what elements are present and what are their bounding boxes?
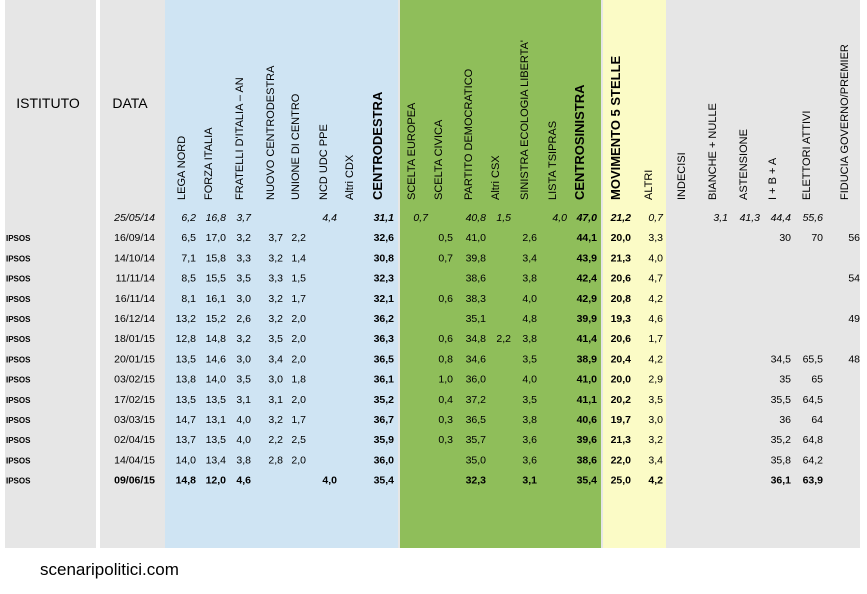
cell-ncd: 3,2 [268,292,283,305]
cell-ibpa: 35,8 [770,454,791,467]
cell-altri: 3,3 [648,232,663,245]
cell-altri: 3,4 [648,454,663,467]
cell-tsipras: 4,0 [552,212,567,224]
cell-centrodestra: 32,6 [373,232,394,245]
cell-lega-nord: 8,1 [181,292,196,305]
cell-lega-nord: 14,7 [175,414,196,426]
cell-istituto: IPSOS [6,234,31,244]
cell-ncd: 3,2 [268,252,283,265]
cell-centrodestra: 36,7 [373,414,394,426]
cell-altri: 1,7 [648,333,663,346]
cell-centrosinistra: 38,9 [576,353,597,366]
cell-centrodestra: 35,4 [373,474,394,487]
cell-sel: 3,6 [522,454,537,467]
header-fiducia: FIDUCIA GOVERNO/PREMIER [839,44,851,200]
cell-centrodestra: 36,3 [373,333,394,346]
cell-ibpa: 35 [779,373,791,386]
cell-pd: 36,5 [465,414,486,426]
cell-m5s: 19,3 [610,313,631,325]
cell-udc: 1,7 [291,292,306,305]
cell-altri: 2,9 [648,373,663,386]
cell-ibpa: 34,5 [770,353,791,366]
cell-sel: 3,6 [522,434,537,447]
header-bianche-nulle: BIANCHE + NULLE [707,103,719,200]
cell-m5s: 20,8 [610,292,631,305]
cell-lega-nord: 12,8 [175,333,196,346]
header-pd: PARTITO DEMOCRATICO [463,68,475,200]
cell-altri: 3,0 [648,414,663,426]
cell-ibpa: 36 [779,414,791,426]
cell-pd: 35,0 [465,454,486,467]
header-astensione: ASTENSIONE [738,129,750,200]
cell-centrosinistra: 44,1 [576,232,597,245]
cell-centrosinistra: 41,4 [576,333,597,346]
cell-centrodestra: 32,3 [373,272,394,285]
cell-udc: 2,2 [291,232,306,245]
cell-centrosinistra: 35,4 [576,474,597,487]
cell-centrodestra: 36,5 [373,353,394,366]
cell-ibpa: 36,1 [770,474,791,487]
cell-fdi-an: 4,6 [236,474,251,487]
cell-pd: 39,8 [465,252,486,265]
header-centrodestra: CENTRODESTRA [370,91,385,200]
cell-udc: 2,0 [291,454,306,467]
header-tsipras: LISTA TSIPRAS [547,120,559,200]
cell-centrosinistra: 43,9 [576,252,597,265]
cell-bianche-nulle: 3,1 [713,212,728,224]
cell-sel: 4,0 [522,292,537,305]
header-scelta-civica: SCELTA CIVICA [433,119,445,200]
cell-centrodestra: 36,1 [373,373,394,386]
cell-ncd: 3,0 [268,373,283,386]
header-ncd: NUOVO CENTRODESTRA [265,65,277,200]
cell-centrosinistra: 47,0 [576,212,597,224]
cell-ncd: 3,4 [268,353,283,366]
cell-forza-italia: 16,1 [205,292,226,305]
cell-altri: 3,5 [648,393,663,406]
cell-data: 03/03/15 [114,414,155,426]
cell-data: 20/01/15 [114,353,155,366]
cell-udc: 1,4 [291,252,306,265]
cell-elettori-attivi: 70 [811,232,823,245]
cell-fdi-an: 3,3 [236,252,251,265]
header-centrosinistra: CENTROSINISTRA [572,84,587,200]
cell-elettori-attivi: 64,2 [802,454,823,467]
cell-data: 14/04/15 [114,454,155,467]
cell-fdi-an: 3,5 [236,272,251,285]
cell-elettori-attivi: 65 [811,373,823,386]
cell-fiducia: 49 [848,313,860,325]
cell-m5s: 20,4 [610,353,631,366]
cell-pd: 40,8 [465,212,486,224]
cell-fdi-an: 3,2 [236,333,251,346]
cell-pd: 41,0 [465,232,486,245]
cell-pd: 34,6 [465,353,486,366]
cell-centrosinistra: 38,6 [576,454,597,467]
cell-altri-csx: 1,5 [496,212,511,224]
header-altri: ALTRI [643,169,655,200]
cell-elettori-attivi: 55,6 [802,212,823,224]
cell-lega-nord: 8,5 [181,272,196,285]
header-data: DATA [112,95,148,111]
cell-scelta-civica: 0,6 [438,333,453,346]
cell-scelta-civica: 1,0 [438,373,453,386]
header-elettori-attivi: ELETTORI ATTIVI [801,110,813,200]
cell-m5s: 21,2 [610,212,631,224]
cell-udc: 1,8 [291,373,306,386]
cell-altri: 4,2 [648,353,663,366]
cell-udc: 2,5 [291,434,306,447]
cell-pd: 37,2 [465,393,486,406]
cell-istituto: IPSOS [6,335,31,345]
cell-sel: 3,8 [522,333,537,346]
cell-forza-italia: 13,5 [205,434,226,447]
cell-pd: 38,6 [465,272,486,285]
cell-istituto: IPSOS [6,274,31,284]
cell-forza-italia: 15,8 [205,252,226,265]
header-istituto: ISTITUTO [16,95,80,111]
cell-forza-italia: 14,8 [205,333,226,346]
cell-fdi-an: 3,7 [236,212,251,224]
cell-lega-nord: 13,2 [175,313,196,325]
cell-fdi-an: 3,2 [236,232,251,245]
header-lega-nord: LEGA NORD [176,135,188,200]
cell-ibpa: 35,5 [770,393,791,406]
cell-sel: 4,8 [522,313,537,325]
cell-ncd: 3,2 [268,414,283,426]
cell-pd: 38,3 [465,292,486,305]
cell-forza-italia: 15,5 [205,272,226,285]
cell-udc: 2,0 [291,313,306,325]
cell-lega-nord: 13,7 [175,434,196,447]
cell-m5s: 20,6 [610,333,631,346]
cell-elettori-attivi: 65,5 [802,353,823,366]
cell-pd: 35,1 [465,313,486,325]
cell-centrosinistra: 42,9 [576,292,597,305]
cell-forza-italia: 12,0 [205,474,226,487]
cell-ncd-udc-ppe: 4,4 [322,212,337,224]
cell-altri: 4,7 [648,272,663,285]
cell-fdi-an: 2,6 [236,313,251,325]
cell-centrosinistra: 39,9 [576,313,597,325]
cell-altri: 4,2 [648,474,663,487]
cell-udc: 2,0 [291,333,306,346]
centrosinistra-band [400,0,601,548]
cell-m5s: 22,0 [610,454,631,467]
cell-istituto: IPSOS [6,375,31,385]
cell-data: 16/12/14 [114,313,155,325]
cell-data: 17/02/15 [114,393,155,406]
cell-centrosinistra: 42,4 [576,272,597,285]
cell-scelta-europea: 0,7 [413,212,428,224]
cell-altri: 3,2 [648,434,663,447]
cell-istituto: IPSOS [6,476,31,486]
cell-forza-italia: 13,5 [205,393,226,406]
header-sel: SINISTRA ECOLOGIA LIBERTA' [519,39,531,200]
cell-sel: 3,8 [522,414,537,426]
cell-lega-nord: 13,8 [175,373,196,386]
cell-udc: 2,0 [291,393,306,406]
cell-istituto: IPSOS [6,395,31,405]
cell-scelta-civica: 0,4 [438,393,453,406]
cell-altri: 0,7 [648,212,663,224]
header-ibpa: I + B + A [767,157,779,200]
cell-data: 11/11/14 [115,272,155,285]
cell-m5s: 21,3 [610,434,631,447]
cell-centrodestra: 31,1 [373,212,394,224]
cell-fiducia: 48 [848,353,860,366]
cell-ncd: 3,5 [268,333,283,346]
header-m5s: MOVIMENTO 5 STELLE [608,55,623,200]
cell-altri: 4,0 [648,252,663,265]
header-fdi-an: FRATELLI D'ITALIA – AN [234,77,246,200]
cell-istituto: IPSOS [6,416,31,425]
cell-scelta-civica: 0,3 [438,434,453,447]
cell-fdi-an: 4,0 [236,434,251,447]
cell-data: 09/06/15 [114,474,155,487]
cell-elettori-attivi: 64 [811,414,823,426]
cell-data: 16/09/14 [114,232,155,245]
cell-lega-nord: 7,1 [181,252,196,265]
cell-m5s: 20,0 [610,373,631,386]
cell-forza-italia: 15,2 [205,313,226,325]
cell-fdi-an: 4,0 [236,414,251,426]
cell-sel: 3,8 [522,272,537,285]
cell-centrodestra: 36,2 [373,313,394,325]
cell-fdi-an: 3,5 [236,373,251,386]
cell-istituto: IPSOS [6,436,31,446]
header-altri-csx: Altri CSX [490,155,502,200]
cell-centrosinistra: 41,0 [576,373,597,386]
cell-ncd: 3,7 [268,232,283,245]
cell-sel: 4,0 [522,373,537,386]
cell-lega-nord: 14,8 [175,474,196,487]
cell-m5s: 20,6 [610,272,631,285]
cell-ncd: 3,3 [268,272,283,285]
cell-m5s: 20,2 [610,393,631,406]
cell-elettori-attivi: 63,9 [802,474,823,487]
cell-istituto: IPSOS [6,254,31,264]
cell-scelta-civica: 0,3 [438,414,453,426]
cell-lega-nord: 13,5 [175,393,196,406]
cell-pd: 34,8 [465,333,486,346]
cell-udc: 1,7 [291,414,306,426]
cell-forza-italia: 13,4 [205,454,226,467]
header-indecisi: INDECISI [676,152,688,200]
cell-pd: 32,3 [465,474,486,487]
header-altri-cdx: Altri CDX [344,154,356,200]
cell-lega-nord: 6,2 [181,212,196,224]
cell-m5s: 19,7 [610,414,631,426]
cell-m5s: 25,0 [610,474,631,487]
cell-data: 25/05/14 [114,212,155,224]
cell-ncd: 2,2 [268,434,283,447]
cell-ibpa: 30 [779,232,791,245]
cell-data: 02/04/15 [114,434,155,447]
header-forza-italia: FORZA ITALIA [203,127,215,200]
cell-ncd: 3,2 [268,313,283,325]
cell-fiducia: 56 [848,232,860,245]
cell-scelta-civica: 0,6 [438,292,453,305]
cell-fdi-an: 3,8 [236,454,251,467]
cell-pd: 36,0 [465,373,486,386]
cell-fdi-an: 3,0 [236,353,251,366]
cell-udc: 2,0 [291,353,306,366]
cell-lega-nord: 14,0 [175,454,196,467]
cell-lega-nord: 13,5 [175,353,196,366]
cell-elettori-attivi: 64,5 [802,393,823,406]
cell-centrosinistra: 39,6 [576,434,597,447]
cell-forza-italia: 14,6 [205,353,226,366]
cell-sel: 3,4 [522,252,537,265]
cell-centrodestra: 32,1 [373,292,394,305]
cell-scelta-civica: 0,5 [438,232,453,245]
cell-fiducia: 54 [848,272,860,285]
cell-ncd: 2,8 [268,454,283,467]
cell-centrosinistra: 40,6 [576,414,597,426]
cell-altri: 4,6 [648,313,663,325]
cell-astensione: 41,3 [739,212,760,224]
header-udc: UNIONE DI CENTRO [290,93,302,200]
cell-lega-nord: 6,5 [181,232,196,245]
cell-forza-italia: 14,0 [205,373,226,386]
cell-pd: 35,7 [465,434,486,447]
cell-istituto: IPSOS [6,456,31,466]
cell-centrodestra: 30,8 [373,252,394,265]
cell-forza-italia: 17,0 [205,232,226,245]
cell-istituto: IPSOS [6,294,31,304]
cell-data: 03/02/15 [114,373,155,386]
cell-data: 16/11/14 [114,292,155,305]
cell-udc: 1,5 [291,272,306,285]
cell-istituto: IPSOS [6,315,31,324]
cell-data: 18/01/15 [114,333,155,346]
cell-m5s: 21,3 [610,252,631,265]
cell-sel: 2,6 [522,232,537,245]
cell-centrosinistra: 41,1 [576,393,597,406]
cell-forza-italia: 13,1 [205,414,226,426]
cell-m5s: 20,0 [610,232,631,245]
cell-centrodestra: 35,2 [373,393,394,406]
cell-centrodestra: 35,9 [373,434,394,447]
cell-data: 14/10/14 [114,252,155,265]
cell-ncd: 3,1 [268,393,283,406]
cell-istituto: IPSOS [6,355,31,365]
source-credit: scenaripolitici.com [40,560,179,579]
cell-ncd-udc-ppe: 4,0 [322,474,337,487]
cell-altri-csx: 2,2 [496,333,511,346]
header-scelta-europea: SCELTA EUROPEA [406,102,418,200]
table-row [113,212,823,224]
background-band [96,0,100,548]
cell-fdi-an: 3,1 [236,393,251,406]
cell-ibpa: 44,4 [770,212,791,224]
cell-scelta-civica: 0,7 [438,252,453,265]
cell-ibpa: 35,2 [770,434,791,447]
cell-scelta-civica: 0,8 [438,353,453,366]
cell-forza-italia: 16,8 [205,212,226,224]
header-ncd-udc-ppe: NCD UDC PPE [318,124,330,200]
cell-elettori-attivi: 64,8 [802,434,823,447]
cell-centrodestra: 36,0 [373,454,394,467]
cell-sel: 3,5 [522,393,537,406]
cell-sel: 3,5 [522,353,537,366]
cell-altri: 4,2 [648,292,663,305]
cell-sel: 3,1 [522,474,537,487]
cell-fdi-an: 3,0 [236,292,251,305]
